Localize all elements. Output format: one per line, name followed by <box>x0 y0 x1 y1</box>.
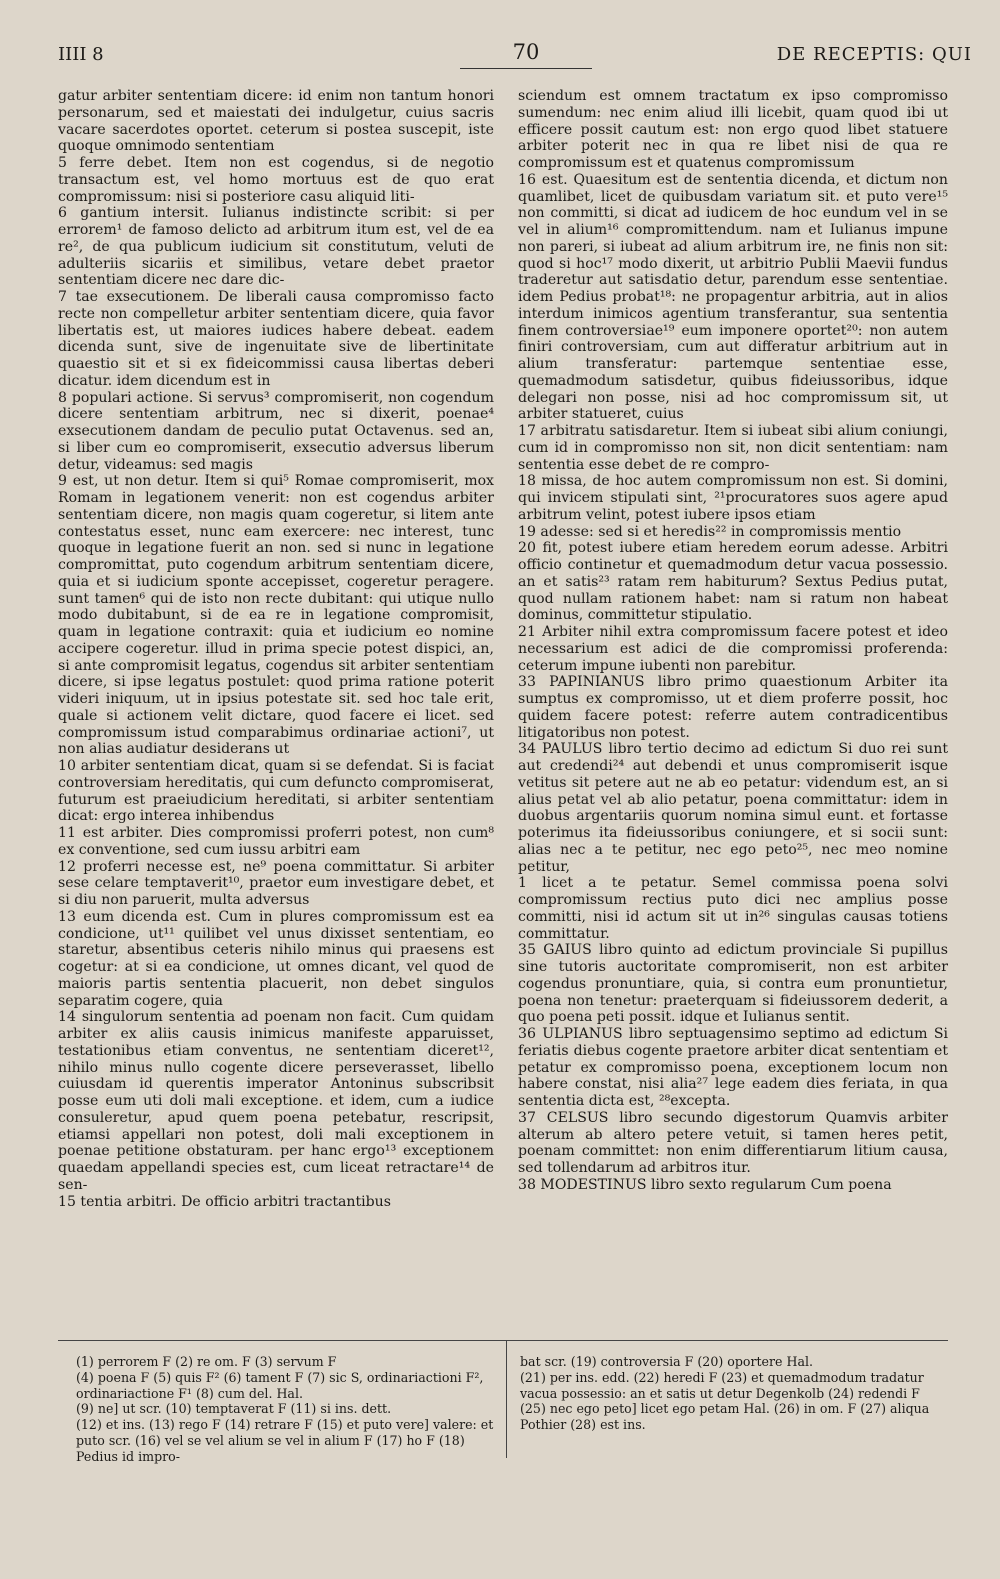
paragraph: 15 tentia arbitri. De officio arbitri tractantibus <box>58 1193 391 1210</box>
footnote-column-divider <box>506 1340 507 1458</box>
paragraph: 20 fit, potest iubere etiam heredem eorum adesse. Arbitri officio continetur et quemadmodum detur vacua possessio. an et satis²³ ratam rem habiturum? Sextus Pedius putat, quod nullam rationem habet: nam si ratum non habeat dominus, committetur stipulatio. <box>518 540 948 624</box>
paragraph: 38 MODESTINUS libro sexto regularum Cum poena <box>518 1176 892 1193</box>
left-column <box>58 88 494 1210</box>
paragraph: 7 tae exsecutionem. De liberali causa compromisso facto recte non compelletur arbiter sententiam dicere, quia favor libertatis est, ut maiores iudices habere debeat. eadem dicenda sunt, sive de ingenuitate sive de libertinitate quaestio sit et si ex fideicommissi causa libertas deberi dicatur. idem dicendum est in <box>58 289 494 389</box>
header-right: DE RECEPTIS: QUI <box>776 44 972 65</box>
paragraph: sciendum est omnem tractatum ex ipso compromisso sumendum: nec enim aliud illi licebit, quam quod ibi ut efficere possit cautum est: non ergo quod libet statuere arbiter poterit nec in qua re libet nisi de qua re compromissum est et quatenus compromissum <box>518 88 948 171</box>
paragraph: 8 populari actione. Si servus³ compromiserit, non cogendum dicere sententiam arbitrum, nec si dixerit, poenae⁴ exsecutionem dandam de peculio putat Octavenus. sed an, si liber cum eo compromiserit, exsecutio adversus liberum detur, videamus: sed magis <box>58 389 494 473</box>
footnote: (21) per ins. edd. (22) heredi F (23) et quemadmodum tradatur vacua possessio: an et satis ut detur Degenkolb (24) redendi F (25) nec ego peto] licet ego petam Hal. (26) in om. F (27) aliqua Pothier (28) est ins. <box>520 1369 930 1433</box>
paragraph: 10 arbiter sententiam dicat, quam si se defendat. Si is faciat controversiam hereditatis, qui cum defuncto compromiserat, futurum est praeiudicium hereditati, si arbiter sententiam dicat: ergo interea inhibendus <box>58 758 494 825</box>
paragraph: 21 Arbiter nihil extra compromissum facere potest et ideo necessarium est adici de die compromissi proferenda: ceterum impune iubenti non parebitur. <box>518 624 948 674</box>
paragraph: 18 missa, de hoc autem compromissum non est. Si domini, qui invicem stipulati sint, ²¹procuratores suos agere apud arbitrum velint, potest iubere ipsos etiam <box>518 473 948 523</box>
footnote: (4) poena F (5) quis F² (6) tament F (7) sic S, ordinariactioni F², ordinariactione F¹ (8) cum del. Hal. <box>76 1369 484 1401</box>
paragraph: 34 PAULUS libro tertio decimo ad edictum Si duo rei sunt aut credendi²⁴ aut debendi et unus compromiserit isque vetitus sit petere aut ne ab eo petatur: videndum est, an si alius petat vel ab alio petatur, poena committatur: idem in duobus argentariis quorum nomina simul eunt. et fortasse poterimus ita fideiussoribus coniungere, et si socii sunt: alias nec a te petitur, nec ego peto²⁵, nec meo nomine petitur, <box>518 741 948 875</box>
paragraph: 35 GAIUS libro quinto ad edictum provinciale Si pupillus sine tutoris auctoritate compromiserit, non est arbiter cogendus pronuntiare, quia, si contra eum pronuntietur, poena non tenetur: praeterquam si fideiussorem dederit, a quo poena peti possit. idque et Iulianus sentit. <box>518 942 948 1026</box>
paragraph: gatur arbiter sententiam dicere: id enim non tantum honori personarum, sed et maiestati dei indulgetur, cuius sacris vacare sacerdotes oportet. ceterum si postea suscepit, iste quoque omnimodo sententiam <box>58 88 494 155</box>
paragraph: 19 adesse: sed si et heredis²² in compromissis mentio <box>518 523 902 540</box>
paragraph: 12 proferri necesse est, ne⁹ poena committatur. Si arbiter sese celare temptaverit¹⁰, praetor eum investigare debet, et si diu non paruerit, multa adversus <box>58 858 494 908</box>
footnote: (9) ne] ut scr. (10) temptaverat F (11) si ins. dett. <box>76 1401 392 1417</box>
paragraph: 11 est arbiter. Dies compromissi proferri potest, non cum⁸ ex conventione, sed cum iussu arbitri eam <box>58 825 494 858</box>
paragraph: 14 singulorum sententia ad poenam non facit. Cum quidam arbiter ex aliis causis inimicus manifeste apparuisset, testationibus etiam conventus, ne sententiam diceret¹², nihilo minus nullo cogente dicere perseverasset, libello cuiusdam id querentis imperator Antoninus subscribsit posse eum uti doli mali exceptione. et idem, cum a iudice consuleretur, apud quem poena petebatur, rescripsit, etiamsi appellari non potest, doli mali exceptionem in poenae petitione obstaturam. per hanc ergo¹³ exceptionem quaedam appellandi species est, cum liceat retractare¹⁴ de sen- <box>58 1009 494 1193</box>
footnote-divider <box>58 1340 948 1341</box>
footnote: (12) et ins. (13) rego F (14) retrare F (15) et puto vere] valere: et puto scr. (16) vel se vel alium se vel in alium F (17) ho F (18) Pedius id impro- <box>76 1417 494 1464</box>
paragraph: 1 licet a te petatur. Semel commissa poena solvi compromissum rectius puto dici nec amplius posse committi, nisi id actum sit ut in²⁶ singulas causas totiens committatur. <box>518 875 948 942</box>
footnotes-left <box>76 1354 496 1465</box>
header-left: IIII 8 <box>58 44 104 65</box>
paragraph: 37 CELSUS libro secundo digestorum Quamvis arbiter alterum ab altero petere vetuit, si tamen heres petit, poenam committet: non enim differentiarum litium causa, sed tollendarum ad arbitros itur. <box>518 1109 948 1176</box>
paragraph: 33 PAPINIANUS libro primo quaestionum Arbiter ita sumptus ex compromisso, ut et diem proferre possit, hoc quidem facere potest: referre autem contradicentibus litigatoribus non potest. <box>518 674 948 741</box>
footnote: (1) perrorem F (2) re om. F (3) servum F <box>76 1354 337 1369</box>
paragraph: 36 ULPIANUS libro septuagensimo septimo ad edictum Si feriatis diebus cogente praetore arbiter dicat sententiam et petatur ex compromisso poena, exceptionem locum non habere constat, nisi alia²⁷ lege eadem dies feriata, in qua sententia dicta est, ²⁸excepta. <box>518 1026 948 1109</box>
paragraph: 6 gantium intersit. Iulianus indistincte scribit: si per errorem¹ de famoso delicto ad arbitrum itum est, vel de ea re², de qua publicum iudicium sit constitutum, veluti de adulteriis sicariis et similibus, vetare debet praetor sententiam dicere nec dare dic- <box>58 205 494 289</box>
paragraph: 5 ferre debet. Item non est cogendus, si de negotio transactum est, vel homo mortuus est de quo erat compromissum: nisi si posteriore casu aliquid liti- <box>58 155 494 205</box>
paragraph: 16 est. Quaesitum est de sententia dicenda, et dictum non quamlibet, licet de quibusdam variatum sit. et puto vere¹⁵ non committi, si dicat ad iudicem de hoc eundum vel in se vel in alium¹⁶ compromittendum. nam et Iulianus impune non pareri, si iubeat ad alium arbitrum ire, ne finis non sit: quod si hoc¹⁷ modo dixerit, ut arbitrio Publii Maevii fundus traderetur aut satisdatio detur, parendum esse sententiae. idem Pedius probat¹⁸: ne propagentur arbitria, aut in alios interdum inimicos agentium transferantur, sua sententia finem controversiae¹⁹ eum imponere oportet²⁰: non autem finiri controversiam, cum aut differatur arbitrium aut in alium transferatur: partemque sententiae esse, quemadmodum satisdetur, quibus fideiussoribus, idque delegari non posse, nisi ad hoc compromissum sit, ut arbiter statueret, cuius <box>518 171 948 423</box>
header-rule <box>460 68 592 69</box>
page-number: 70 <box>512 40 540 64</box>
paragraph: 17 arbitratu satisdaretur. Item si iubeat sibi alium coniungi, cum id in compromisso non sit, non dicit sententiam: nam sententia esse debet de re compro- <box>518 423 948 473</box>
paragraph: 13 eum dicenda est. Cum in plures compromissum est ea condicione, ut¹¹ quilibet vel unus dixisset sententiam, eo staretur, absentibus ceteris nihilo minus qui praesens est cogetur: at si ea condicione, ut omnes dicant, vel quod de maioris partis sententia placuerit, non debet singulos separatim cogere, quia <box>58 908 494 1009</box>
footnotes-right <box>520 1354 948 1433</box>
right-column <box>518 88 948 1194</box>
footnote: bat scr. (19) controversia F (20) oportere Hal. <box>520 1354 814 1369</box>
paragraph: 9 est, ut non detur. Item si qui⁵ Romae compromiserit, mox Romam in legationem venerit: non est cogendus arbiter sententiam dicere, non magis quam cogeretur, si litem ante contestatus esset, nunc eam exercere: nec interest, tunc quoque in legatione fuerit an non. sed si nunc in legatione compromittat, puto cogendum arbitrum sententiam dicere, quia et si iudicium sponte accepisset, cogeretur peragere. sunt tamen⁶ qui de isto non recte dubitant: qui utique nullo modo dubitabunt, si de ea re in legatione compromisit, quam in legatione contraxit: quia et iudicium eo nomine accipere cogeretur. illud in prima specie potest dispici, an, si ante compromisit legatus, cogendus sit arbiter sententiam dicere, si ipse legatus postulet: quod prima ratione poterit videri iniquum, ut in ipsius potestate sit. sed hoc tale erit, quale si actionem velit dictare, quod facere ei licet. sed compromissum istud comparabimus ordinariae actioni⁷, ut non alias audiatur desiderans ut <box>58 473 494 758</box>
running-header <box>58 40 972 70</box>
